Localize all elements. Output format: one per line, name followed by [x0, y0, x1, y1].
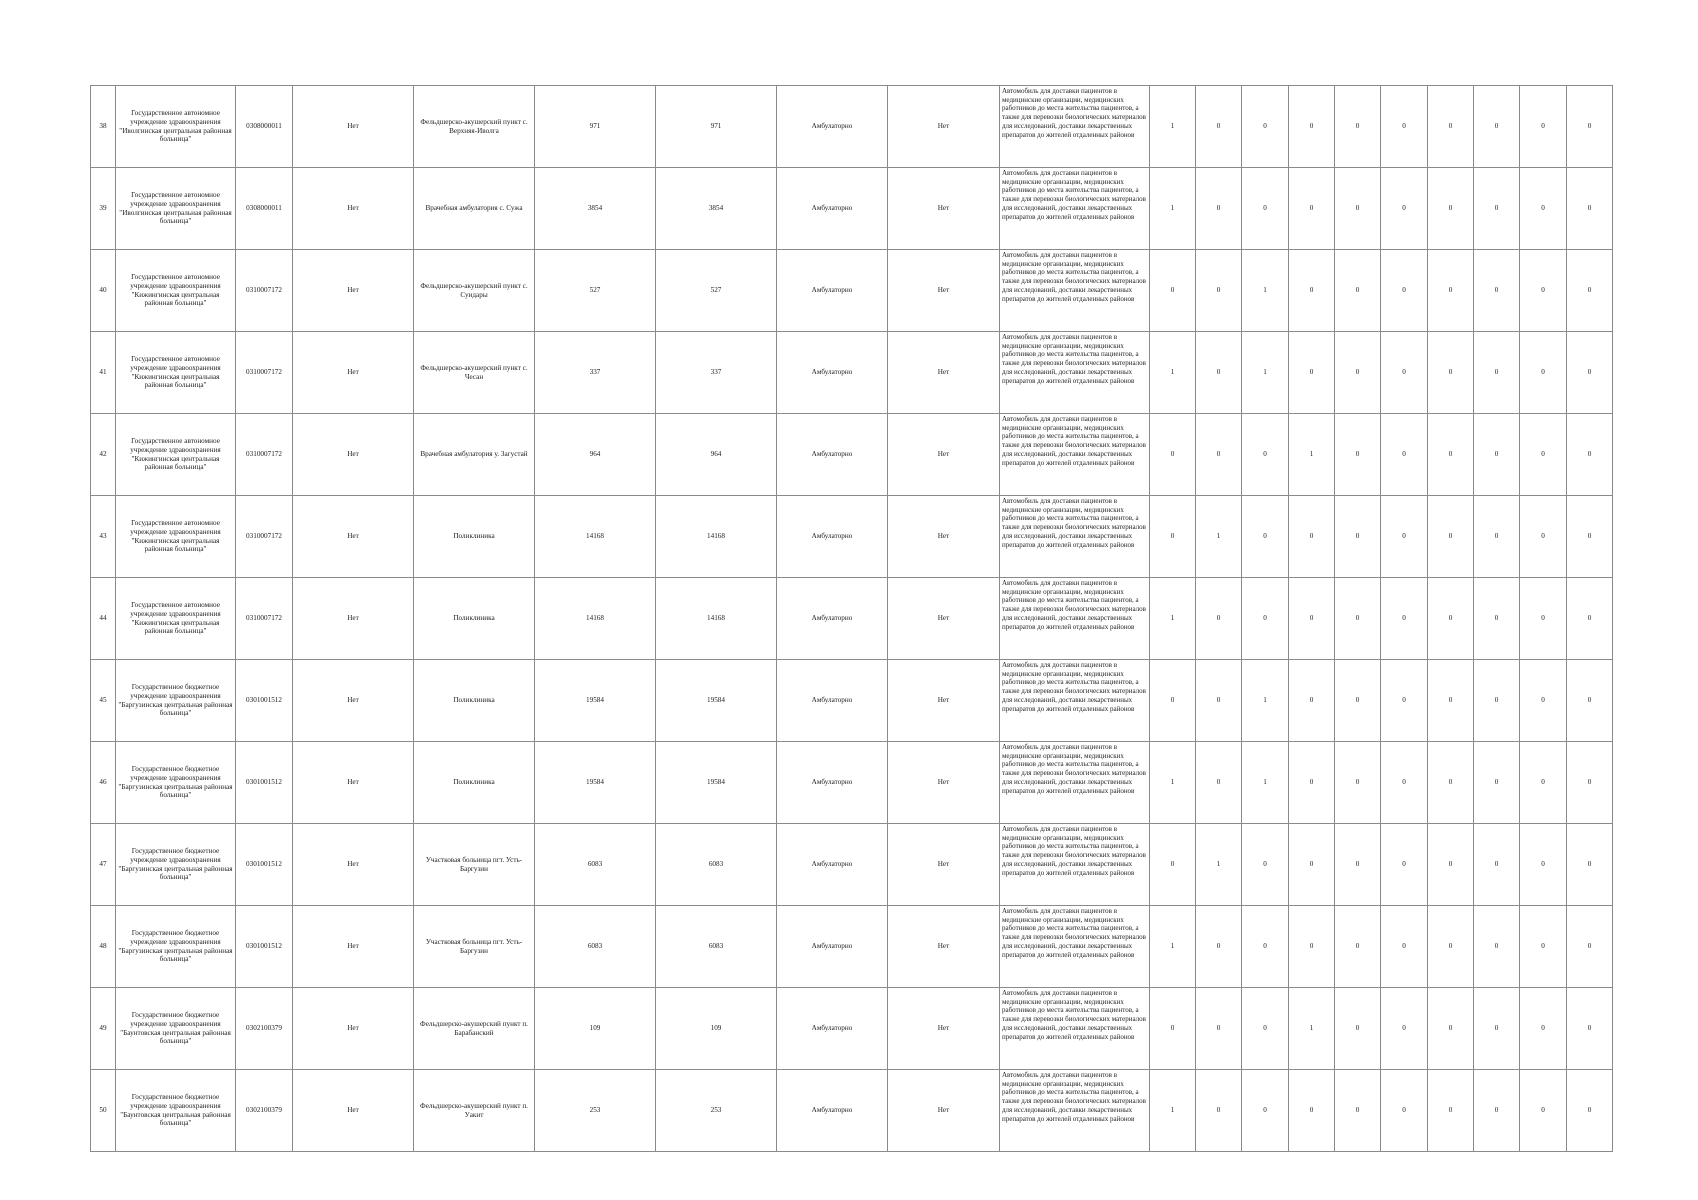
flag2-cell: Нет	[888, 332, 1000, 414]
organization-cell: Государственное автономное учреждение здравоохранения "Кижингинская центральная районная больница"	[116, 496, 236, 578]
care-type-cell: Амбулаторно	[777, 660, 888, 742]
vehicle-description-cell: Автомобиль для доставки пациентов в медицинские организации, медицинских работников до места жительства пациентов, а также для перевозки биологических материалов для исследований, доставки лекарственных препаратов до жителей отдаленных районов	[1000, 742, 1150, 824]
count-cell: 0	[1428, 250, 1474, 332]
organization-cell: Государственное автономное учреждение здравоохранения "Иволгинская центральная районная больница"	[116, 86, 236, 168]
care-type-cell: Амбулаторно	[777, 332, 888, 414]
code-cell: 0301001512	[236, 906, 293, 988]
organization-cell: Государственное автономное учреждение здравоохранения "Кижингинская центральная районная больница"	[116, 332, 236, 414]
organization-cell: Государственное бюджетное учреждение здравоохранения "Баргузинская центральная районная больница"	[116, 742, 236, 824]
population-total-cell: 971	[656, 86, 777, 168]
count-cell: 0	[1289, 168, 1335, 250]
table-row	[91, 496, 1613, 578]
count-cell: 0	[1567, 168, 1613, 250]
count-cell: 0	[1335, 742, 1381, 824]
count-cell: 0	[1520, 742, 1567, 824]
count-cell: 0	[1289, 578, 1335, 660]
count-cell: 0	[1474, 660, 1520, 742]
table-row	[91, 824, 1613, 906]
row-number-cell: 46	[91, 742, 116, 824]
code-cell: 0310007172	[236, 332, 293, 414]
code-cell: 0308000011	[236, 86, 293, 168]
unit-cell: Фельдшерско-акушерский пункт с. Суидары	[414, 250, 535, 332]
count-cell: 0	[1242, 988, 1289, 1070]
population-cell: 6083	[535, 906, 656, 988]
count-cell: 0	[1381, 988, 1428, 1070]
count-cell: 0	[1567, 86, 1613, 168]
count-cell: 0	[1150, 496, 1196, 578]
row-number-cell: 43	[91, 496, 116, 578]
count-cell: 0	[1381, 660, 1428, 742]
care-type-cell: Амбулаторно	[777, 824, 888, 906]
care-type-cell: Амбулаторно	[777, 496, 888, 578]
flag-cell: Нет	[293, 168, 414, 250]
flag2-cell: Нет	[888, 824, 1000, 906]
population-total-cell: 14168	[656, 496, 777, 578]
care-type-cell: Амбулаторно	[777, 742, 888, 824]
count-cell: 0	[1428, 824, 1474, 906]
organization-cell: Государственное бюджетное учреждение здравоохранения "Баргузинская центральная районная больница"	[116, 824, 236, 906]
table-row	[91, 168, 1613, 250]
flag2-cell: Нет	[888, 250, 1000, 332]
count-cell: 0	[1428, 988, 1474, 1070]
unit-cell: Поликлиника	[414, 742, 535, 824]
count-cell: 0	[1381, 414, 1428, 496]
count-cell: 0	[1474, 250, 1520, 332]
vehicle-description-cell: Автомобиль для доставки пациентов в медицинские организации, медицинских работников до места жительства пациентов, а также для перевозки биологических материалов для исследований, доставки лекарственных препаратов до жителей отдаленных районов	[1000, 168, 1150, 250]
population-total-cell: 19584	[656, 660, 777, 742]
flag-cell: Нет	[293, 414, 414, 496]
count-cell: 0	[1428, 906, 1474, 988]
flag-cell: Нет	[293, 742, 414, 824]
population-cell: 14168	[535, 496, 656, 578]
unit-cell: Участковая больница пгт. Усть-Баргузин	[414, 906, 535, 988]
flag-cell: Нет	[293, 332, 414, 414]
count-cell: 0	[1520, 332, 1567, 414]
population-cell: 19584	[535, 742, 656, 824]
count-cell: 0	[1520, 660, 1567, 742]
count-cell: 0	[1567, 414, 1613, 496]
count-cell: 0	[1520, 906, 1567, 988]
count-cell: 1	[1289, 414, 1335, 496]
code-cell: 0301001512	[236, 742, 293, 824]
care-type-cell: Амбулаторно	[777, 1070, 888, 1152]
count-cell: 1	[1150, 906, 1196, 988]
row-number-cell: 48	[91, 906, 116, 988]
count-cell: 0	[1242, 906, 1289, 988]
table-row	[91, 332, 1613, 414]
count-cell: 0	[1381, 578, 1428, 660]
population-total-cell: 253	[656, 1070, 777, 1152]
organization-cell: Государственное бюджетное учреждение здравоохранения "Баргузинская центральная районная больница"	[116, 660, 236, 742]
count-cell: 0	[1520, 414, 1567, 496]
flag-cell: Нет	[293, 824, 414, 906]
care-type-cell: Амбулаторно	[777, 168, 888, 250]
code-cell: 0308000011	[236, 168, 293, 250]
count-cell: 0	[1335, 168, 1381, 250]
unit-cell: Поликлиника	[414, 578, 535, 660]
population-total-cell: 14168	[656, 578, 777, 660]
count-cell: 0	[1428, 742, 1474, 824]
flag2-cell: Нет	[888, 660, 1000, 742]
count-cell: 0	[1474, 86, 1520, 168]
count-cell: 1	[1150, 86, 1196, 168]
count-cell: 0	[1567, 1070, 1613, 1152]
unit-cell: Врачебная амбулатория у. Загустай	[414, 414, 535, 496]
table-row	[91, 660, 1613, 742]
count-cell: 1	[1242, 742, 1289, 824]
population-cell: 14168	[535, 578, 656, 660]
organization-cell: Государственное бюджетное учреждение здравоохранения "Баунтовская центральная районная больница"	[116, 988, 236, 1070]
count-cell: 0	[1520, 250, 1567, 332]
count-cell: 0	[1428, 660, 1474, 742]
flag2-cell: Нет	[888, 414, 1000, 496]
flag2-cell: Нет	[888, 988, 1000, 1070]
count-cell: 0	[1289, 1070, 1335, 1152]
count-cell: 0	[1381, 250, 1428, 332]
count-cell: 0	[1381, 742, 1428, 824]
count-cell: 1	[1242, 332, 1289, 414]
count-cell: 0	[1335, 86, 1381, 168]
table-container	[90, 85, 1613, 1152]
count-cell: 0	[1242, 414, 1289, 496]
count-cell: 0	[1381, 86, 1428, 168]
population-cell: 964	[535, 414, 656, 496]
row-number-cell: 39	[91, 168, 116, 250]
population-total-cell: 964	[656, 414, 777, 496]
population-total-cell: 19584	[656, 742, 777, 824]
count-cell: 1	[1242, 660, 1289, 742]
unit-cell: Врачебная амбулатория с. Сужа	[414, 168, 535, 250]
count-cell: 0	[1335, 824, 1381, 906]
count-cell: 0	[1289, 496, 1335, 578]
flag-cell: Нет	[293, 578, 414, 660]
population-cell: 527	[535, 250, 656, 332]
count-cell: 0	[1242, 578, 1289, 660]
count-cell: 1	[1150, 1070, 1196, 1152]
count-cell: 0	[1474, 168, 1520, 250]
care-type-cell: Амбулаторно	[777, 414, 888, 496]
count-cell: 0	[1474, 824, 1520, 906]
population-cell: 337	[535, 332, 656, 414]
count-cell: 1	[1150, 332, 1196, 414]
count-cell: 0	[1567, 742, 1613, 824]
count-cell: 0	[1520, 168, 1567, 250]
count-cell: 0	[1381, 496, 1428, 578]
code-cell: 0310007172	[236, 414, 293, 496]
count-cell: 0	[1196, 578, 1242, 660]
table-row	[91, 414, 1613, 496]
organization-cell: Государственное автономное учреждение здравоохранения "Иволгинская центральная районная больница"	[116, 168, 236, 250]
count-cell: 0	[1335, 660, 1381, 742]
code-cell: 0302100379	[236, 1070, 293, 1152]
flag-cell: Нет	[293, 250, 414, 332]
count-cell: 0	[1520, 1070, 1567, 1152]
count-cell: 0	[1196, 988, 1242, 1070]
population-cell: 3854	[535, 168, 656, 250]
flag-cell: Нет	[293, 1070, 414, 1152]
care-type-cell: Амбулаторно	[777, 988, 888, 1070]
vehicle-description-cell: Автомобиль для доставки пациентов в медицинские организации, медицинских работников до места жительства пациентов, а также для перевозки биологических материалов для исследований, доставки лекарственных препаратов до жителей отдаленных районов	[1000, 988, 1150, 1070]
count-cell: 0	[1242, 824, 1289, 906]
population-total-cell: 3854	[656, 168, 777, 250]
code-cell: 0310007172	[236, 250, 293, 332]
row-number-cell: 45	[91, 660, 116, 742]
vehicle-description-cell: Автомобиль для доставки пациентов в медицинские организации, медицинских работников до места жительства пациентов, а также для перевозки биологических материалов для исследований, доставки лекарственных препаратов до жителей отдаленных районов	[1000, 578, 1150, 660]
count-cell: 0	[1150, 660, 1196, 742]
row-number-cell: 41	[91, 332, 116, 414]
flag2-cell: Нет	[888, 86, 1000, 168]
count-cell: 0	[1567, 578, 1613, 660]
count-cell: 0	[1474, 742, 1520, 824]
population-cell: 19584	[535, 660, 656, 742]
count-cell: 0	[1520, 824, 1567, 906]
count-cell: 0	[1335, 250, 1381, 332]
count-cell: 0	[1428, 1070, 1474, 1152]
population-cell: 253	[535, 1070, 656, 1152]
count-cell: 0	[1428, 414, 1474, 496]
count-cell: 0	[1196, 414, 1242, 496]
organization-cell: Государственное бюджетное учреждение здравоохранения "Баргузинская центральная районная больница"	[116, 906, 236, 988]
count-cell: 0	[1428, 578, 1474, 660]
count-cell: 0	[1474, 906, 1520, 988]
care-type-cell: Амбулаторно	[777, 86, 888, 168]
count-cell: 0	[1289, 742, 1335, 824]
count-cell: 1	[1196, 824, 1242, 906]
count-cell: 0	[1289, 906, 1335, 988]
count-cell: 0	[1381, 824, 1428, 906]
row-number-cell: 47	[91, 824, 116, 906]
count-cell: 0	[1428, 496, 1474, 578]
flag-cell: Нет	[293, 86, 414, 168]
count-cell: 0	[1289, 86, 1335, 168]
count-cell: 0	[1381, 168, 1428, 250]
table-row	[91, 86, 1613, 168]
row-number-cell: 44	[91, 578, 116, 660]
count-cell: 0	[1150, 414, 1196, 496]
vehicle-description-cell: Автомобиль для доставки пациентов в медицинские организации, медицинских работников до места жительства пациентов, а также для перевозки биологических материалов для исследований, доставки лекарственных препаратов до жителей отдаленных районов	[1000, 660, 1150, 742]
count-cell: 0	[1335, 496, 1381, 578]
population-cell: 971	[535, 86, 656, 168]
count-cell: 0	[1196, 168, 1242, 250]
count-cell: 0	[1567, 988, 1613, 1070]
unit-cell: Поликлиника	[414, 496, 535, 578]
organization-cell: Государственное автономное учреждение здравоохранения "Кижингинская центральная районная больница"	[116, 250, 236, 332]
population-total-cell: 6083	[656, 824, 777, 906]
flag2-cell: Нет	[888, 906, 1000, 988]
row-number-cell: 42	[91, 414, 116, 496]
count-cell: 0	[1335, 906, 1381, 988]
vehicle-description-cell: Автомобиль для доставки пациентов в медицинские организации, медицинских работников до места жительства пациентов, а также для перевозки биологических материалов для исследований, доставки лекарственных препаратов до жителей отдаленных районов	[1000, 824, 1150, 906]
count-cell: 0	[1474, 1070, 1520, 1152]
organization-cell: Государственное автономное учреждение здравоохранения "Кижингинская центральная районная больница"	[116, 578, 236, 660]
count-cell: 1	[1196, 496, 1242, 578]
count-cell: 0	[1520, 988, 1567, 1070]
count-cell: 0	[1289, 332, 1335, 414]
table-row	[91, 988, 1613, 1070]
flag2-cell: Нет	[888, 1070, 1000, 1152]
count-cell: 0	[1567, 906, 1613, 988]
code-cell: 0310007172	[236, 496, 293, 578]
count-cell: 0	[1289, 660, 1335, 742]
care-type-cell: Амбулаторно	[777, 578, 888, 660]
flag2-cell: Нет	[888, 168, 1000, 250]
population-total-cell: 337	[656, 332, 777, 414]
count-cell: 1	[1150, 168, 1196, 250]
count-cell: 0	[1381, 1070, 1428, 1152]
count-cell: 0	[1567, 496, 1613, 578]
flag2-cell: Нет	[888, 578, 1000, 660]
organization-cell: Государственное бюджетное учреждение здравоохранения "Баунтовская центральная районная больница"	[116, 1070, 236, 1152]
unit-cell: Поликлиника	[414, 660, 535, 742]
count-cell: 0	[1335, 578, 1381, 660]
organization-cell: Государственное автономное учреждение здравоохранения "Кижингинская центральная районная больница"	[116, 414, 236, 496]
population-total-cell: 6083	[656, 906, 777, 988]
table-row	[91, 1070, 1613, 1152]
count-cell: 0	[1289, 824, 1335, 906]
row-number-cell: 49	[91, 988, 116, 1070]
count-cell: 0	[1150, 824, 1196, 906]
flag2-cell: Нет	[888, 742, 1000, 824]
vehicle-description-cell: Автомобиль для доставки пациентов в медицинские организации, медицинских работников до места жительства пациентов, а также для перевозки биологических материалов для исследований, доставки лекарственных препаратов до жителей отдаленных районов	[1000, 414, 1150, 496]
count-cell: 0	[1242, 86, 1289, 168]
row-number-cell: 50	[91, 1070, 116, 1152]
count-cell: 0	[1196, 660, 1242, 742]
count-cell: 0	[1567, 660, 1613, 742]
count-cell: 0	[1335, 332, 1381, 414]
unit-cell: Фельдшерско-акушерский пункт п. Уакит	[414, 1070, 535, 1152]
count-cell: 0	[1567, 332, 1613, 414]
code-cell: 0301001512	[236, 660, 293, 742]
count-cell: 0	[1567, 250, 1613, 332]
flag-cell: Нет	[293, 906, 414, 988]
flag-cell: Нет	[293, 660, 414, 742]
population-cell: 6083	[535, 824, 656, 906]
count-cell: 0	[1474, 414, 1520, 496]
flag2-cell: Нет	[888, 496, 1000, 578]
code-cell: 0301001512	[236, 824, 293, 906]
code-cell: 0302100379	[236, 988, 293, 1070]
unit-cell: Фельдшерско-акушерский пункт с. Чесан	[414, 332, 535, 414]
count-cell: 1	[1150, 742, 1196, 824]
count-cell: 0	[1381, 906, 1428, 988]
population-total-cell: 109	[656, 988, 777, 1070]
unit-cell: Участковая больница пгт. Усть-Баргузин	[414, 824, 535, 906]
count-cell: 0	[1474, 988, 1520, 1070]
unit-cell: Фельдшерско-акушерский пункт с. Верхняя-Иволга	[414, 86, 535, 168]
count-cell: 0	[1242, 1070, 1289, 1152]
row-number-cell: 40	[91, 250, 116, 332]
vehicle-description-cell: Автомобиль для доставки пациентов в медицинские организации, медицинских работников до места жительства пациентов, а также для перевозки биологических материалов для исследований, доставки лекарственных препаратов до жителей отдаленных районов	[1000, 1070, 1150, 1152]
care-type-cell: Амбулаторно	[777, 250, 888, 332]
table-body	[91, 86, 1613, 1152]
count-cell: 0	[1196, 332, 1242, 414]
count-cell: 0	[1520, 578, 1567, 660]
population-total-cell: 527	[656, 250, 777, 332]
care-type-cell: Амбулаторно	[777, 906, 888, 988]
table-row	[91, 742, 1613, 824]
population-cell: 109	[535, 988, 656, 1070]
count-cell: 0	[1150, 988, 1196, 1070]
count-cell: 0	[1428, 86, 1474, 168]
vehicle-description-cell: Автомобиль для доставки пациентов в медицинские организации, медицинских работников до места жительства пациентов, а также для перевозки биологических материалов для исследований, доставки лекарственных препаратов до жителей отдаленных районов	[1000, 250, 1150, 332]
count-cell: 0	[1196, 86, 1242, 168]
count-cell: 0	[1520, 86, 1567, 168]
vehicle-description-cell: Автомобиль для доставки пациентов в медицинские организации, медицинских работников до места жительства пациентов, а также для перевозки биологических материалов для исследований, доставки лекарственных препаратов до жителей отдаленных районов	[1000, 906, 1150, 988]
count-cell: 0	[1335, 1070, 1381, 1152]
count-cell: 0	[1567, 824, 1613, 906]
count-cell: 0	[1335, 988, 1381, 1070]
vehicle-allocation-table	[90, 85, 1613, 1152]
count-cell: 0	[1474, 578, 1520, 660]
count-cell: 0	[1196, 250, 1242, 332]
count-cell: 1	[1242, 250, 1289, 332]
count-cell: 0	[1428, 168, 1474, 250]
flag-cell: Нет	[293, 988, 414, 1070]
count-cell: 0	[1520, 496, 1567, 578]
count-cell: 1	[1289, 988, 1335, 1070]
vehicle-description-cell: Автомобиль для доставки пациентов в медицинские организации, медицинских работников до места жительства пациентов, а также для перевозки биологических материалов для исследований, доставки лекарственных препаратов до жителей отдаленных районов	[1000, 496, 1150, 578]
count-cell: 0	[1335, 414, 1381, 496]
count-cell: 0	[1150, 250, 1196, 332]
count-cell: 1	[1150, 578, 1196, 660]
count-cell: 0	[1289, 250, 1335, 332]
count-cell: 0	[1242, 496, 1289, 578]
vehicle-description-cell: Автомобиль для доставки пациентов в медицинские организации, медицинских работников до места жительства пациентов, а также для перевозки биологических материалов для исследований, доставки лекарственных препаратов до жителей отдаленных районов	[1000, 86, 1150, 168]
table-row	[91, 578, 1613, 660]
table-row	[91, 250, 1613, 332]
count-cell: 0	[1381, 332, 1428, 414]
count-cell: 0	[1428, 332, 1474, 414]
unit-cell: Фельдшерско-акушерский пункт п. Барабанский	[414, 988, 535, 1070]
flag-cell: Нет	[293, 496, 414, 578]
count-cell: 0	[1474, 332, 1520, 414]
table-row	[91, 906, 1613, 988]
vehicle-description-cell: Автомобиль для доставки пациентов в медицинские организации, медицинских работников до места жительства пациентов, а также для перевозки биологических материалов для исследований, доставки лекарственных препаратов до жителей отдаленных районов	[1000, 332, 1150, 414]
count-cell: 0	[1196, 906, 1242, 988]
row-number-cell: 38	[91, 86, 116, 168]
code-cell: 0310007172	[236, 578, 293, 660]
count-cell: 0	[1474, 496, 1520, 578]
count-cell: 0	[1196, 1070, 1242, 1152]
count-cell: 0	[1196, 742, 1242, 824]
count-cell: 0	[1242, 168, 1289, 250]
